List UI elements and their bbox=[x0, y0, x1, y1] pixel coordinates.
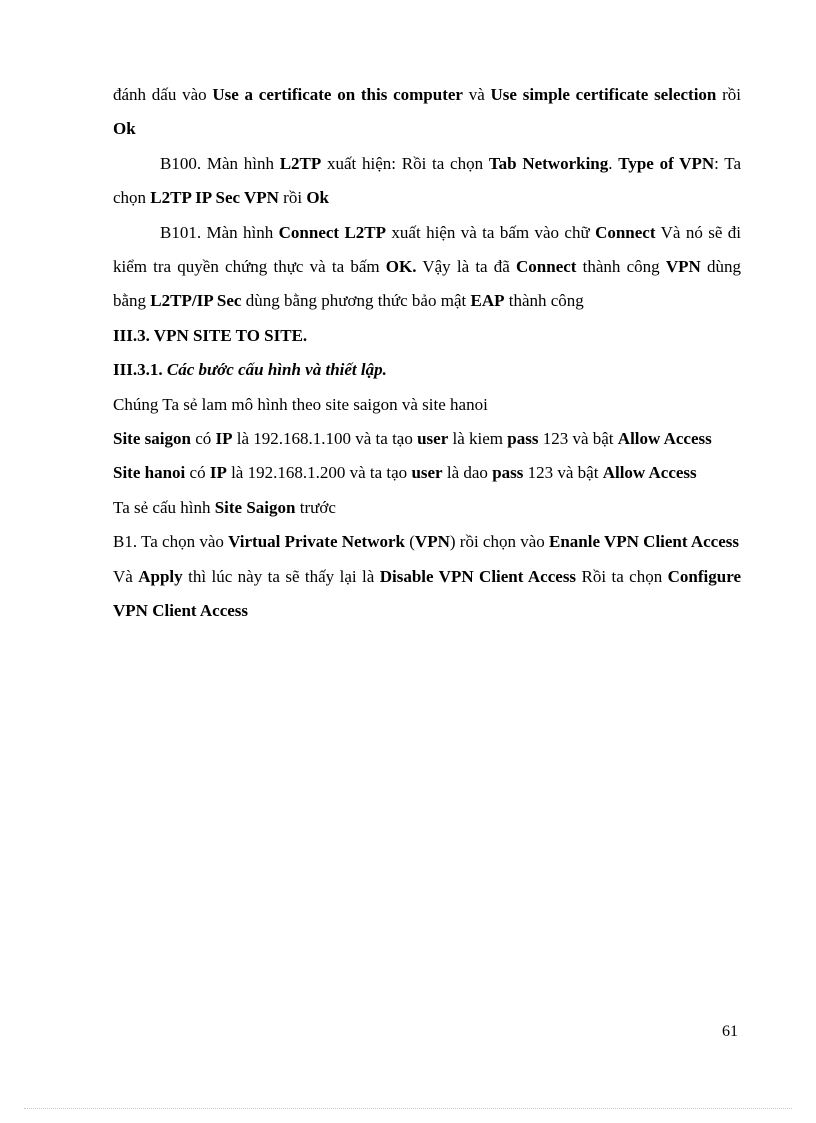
bold-text: Connect bbox=[516, 257, 577, 277]
text-run: đánh dấu vào bbox=[113, 85, 213, 104]
text-run: thì lúc này ta sẽ thấy lại là bbox=[182, 566, 380, 586]
paragraph bbox=[113, 422, 741, 456]
text-run: Vậy là ta đã bbox=[416, 257, 517, 277]
bold-text: L2TP/IP Sec bbox=[150, 291, 242, 311]
bold-text: Virtual Private Network bbox=[228, 532, 405, 552]
paragraph bbox=[113, 78, 741, 147]
text-run: thành công bbox=[504, 291, 584, 311]
bold-text: user bbox=[417, 429, 449, 449]
text-run: 123 và bật bbox=[523, 463, 603, 483]
bold-text: Site saigon bbox=[113, 429, 191, 449]
bold-text: Use simple certificate selection bbox=[490, 85, 717, 104]
text-run: thành công bbox=[576, 257, 666, 277]
bold-text: IP bbox=[215, 429, 233, 449]
subsection-title: Các bước cấu hình và thiết lập. bbox=[166, 360, 387, 380]
bold-text: Allow Access bbox=[602, 463, 697, 483]
text-run: rồi bbox=[278, 188, 307, 208]
text-run: B101. Màn hình bbox=[160, 222, 279, 242]
text-run: là 192.168.1.200 và ta tạo bbox=[226, 463, 412, 483]
bold-text: Ok bbox=[113, 119, 136, 139]
bold-text: Configure VPN Client Access bbox=[113, 566, 741, 621]
text-run: B100. Màn hình bbox=[160, 153, 280, 173]
text-run: Rồi ta chọn bbox=[576, 566, 668, 586]
text-run: là dao bbox=[442, 463, 493, 483]
bold-text: Connect bbox=[595, 222, 656, 242]
text-run: ( bbox=[405, 532, 415, 552]
bold-text: IP bbox=[209, 463, 227, 483]
bold-text: pass bbox=[492, 463, 524, 483]
bold-text: Disable VPN Client Access bbox=[379, 566, 577, 586]
text-run: Và bbox=[113, 566, 139, 586]
text-run: và bbox=[462, 85, 491, 104]
text-run: có bbox=[185, 463, 210, 483]
bold-text: VPN bbox=[414, 532, 450, 552]
text-run: : Ta chọn bbox=[113, 153, 742, 208]
bold-text: Apply bbox=[138, 566, 183, 586]
text-run: Chúng Ta sẻ lam mô hình theo site saigon và site hanoi bbox=[113, 394, 488, 414]
bold-text: L2TP bbox=[279, 153, 322, 173]
footer-divider bbox=[24, 1108, 792, 1109]
bold-text: user bbox=[411, 463, 443, 483]
section-heading: III.3. VPN SITE TO SITE. bbox=[113, 325, 308, 345]
text-run: . bbox=[608, 153, 619, 173]
text-run: 123 và bật bbox=[538, 429, 618, 449]
text-run: là 192.168.1.100 và ta tạo bbox=[232, 429, 418, 449]
text-run: dùng bằng phương thức bảo mật bbox=[241, 291, 471, 311]
paragraph bbox=[113, 456, 741, 490]
text-run: trước bbox=[295, 497, 336, 517]
paragraph bbox=[113, 147, 741, 216]
paragraph bbox=[113, 525, 741, 559]
text-run: xuất hiện và ta bấm vào chữ bbox=[386, 222, 596, 242]
text-run: rồi bbox=[716, 85, 742, 104]
bold-text: VPN bbox=[665, 257, 701, 277]
bold-text: Type of VPN bbox=[618, 153, 715, 173]
text-run: Ta sẻ cấu hình bbox=[113, 497, 215, 517]
subsection-number: III.3.1. bbox=[113, 360, 163, 380]
bold-text: EAP bbox=[470, 291, 505, 311]
text-run: B1. Ta chọn vào bbox=[113, 532, 229, 552]
text-run: xuất hiện: Rồi ta chọn bbox=[321, 153, 489, 173]
bold-text: Use a certificate on this computer bbox=[212, 85, 463, 104]
paragraph bbox=[113, 560, 741, 629]
paragraph bbox=[113, 491, 741, 525]
paragraph bbox=[113, 216, 741, 319]
bold-text: Ok bbox=[306, 188, 329, 208]
bold-text: OK. bbox=[385, 257, 417, 277]
text-run: là kiem bbox=[448, 429, 508, 449]
text-run: dùng bằng bbox=[113, 257, 741, 311]
bold-text: Site Saigon bbox=[214, 497, 296, 517]
page-content bbox=[113, 78, 741, 629]
page-number: 61 bbox=[722, 1023, 738, 1040]
intro-paragraphs bbox=[113, 78, 741, 319]
bold-text: pass bbox=[507, 429, 539, 449]
bold-text: Tab Networking bbox=[488, 153, 609, 173]
paragraph bbox=[113, 388, 741, 422]
bold-text: Enanle VPN Client Access bbox=[549, 532, 740, 552]
bold-text: Connect L2TP bbox=[278, 222, 387, 242]
subsection-heading bbox=[113, 353, 741, 387]
text-run: Và nó sẽ đi kiểm tra quyền chứng thực và ta bấm bbox=[113, 222, 741, 277]
bold-text: Allow Access bbox=[617, 429, 712, 449]
bold-text: L2TP IP Sec VPN bbox=[150, 188, 279, 208]
bold-text: Site hanoi bbox=[113, 463, 186, 483]
text-run: ) rồi chọn vào bbox=[449, 532, 550, 552]
text-run: có bbox=[190, 429, 216, 449]
body-paragraphs bbox=[113, 388, 741, 629]
